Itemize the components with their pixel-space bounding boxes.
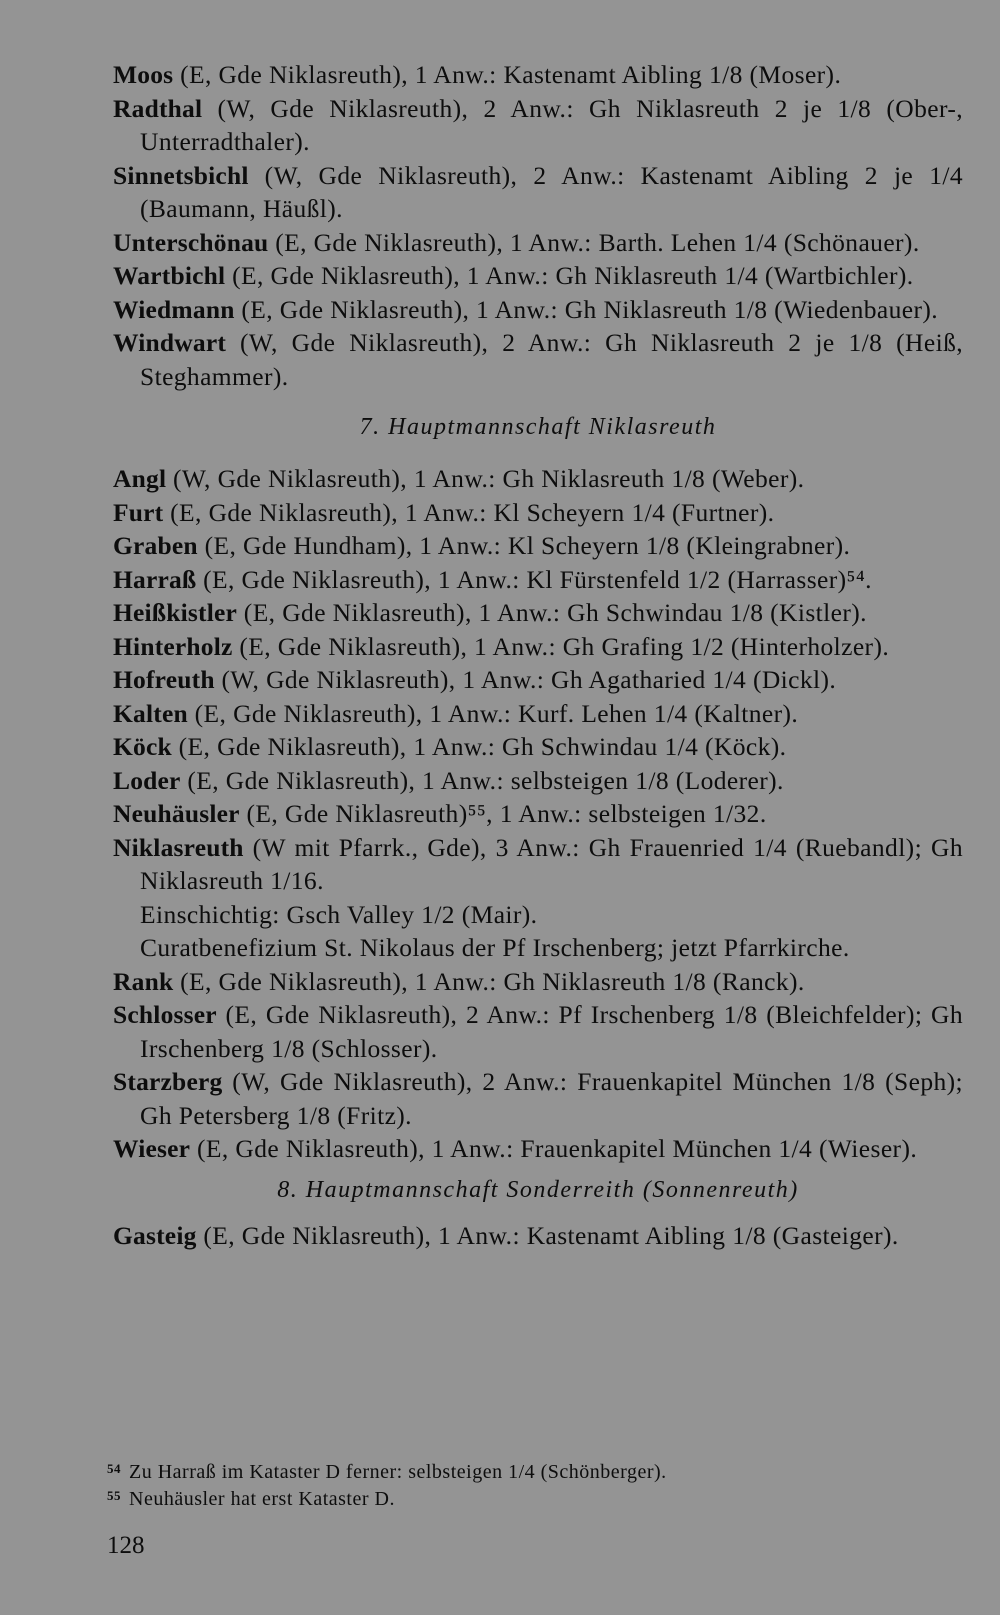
place-entry-note: Curatbenefizium St. Nikolaus der Pf Irschenberg; jetzt Pfarrkirche. (140, 933, 850, 962)
place-description: (E, Gde Niklasreuth), 1 Anw.: Kastenamt Aibling 1/8 (Moser). (173, 60, 842, 89)
place-entry (113, 630, 963, 664)
place-name: Graben (113, 531, 198, 560)
entries-section-7 (113, 462, 963, 1166)
footnote-number: 55 (107, 1488, 121, 1503)
place-entry (113, 663, 963, 697)
entries-block (113, 58, 963, 1252)
place-name: Köck (113, 732, 172, 761)
place-description: (E, Gde Hundham), 1 Anw.: Kl Scheyern 1/8 (Kleingrabner). (197, 531, 851, 560)
place-name: Niklasreuth (113, 832, 244, 862)
place-name: Radthal (113, 93, 203, 123)
place-description: (E, Gde Niklasreuth), 1 Anw.: Gh Niklasreuth 1/4 (Wartbichler). (225, 261, 914, 290)
section-heading-7: 7. Hauptmannschaft Niklasreuth (359, 414, 717, 440)
place-entry (113, 92, 963, 159)
place-name: Wiedmann (113, 294, 235, 324)
place-description: (E, Gde Niklasreuth), 1 Anw.: Frauenkapitel München 1/4 (Wieser). (190, 1134, 918, 1163)
footnote-55 (107, 1484, 927, 1511)
footnote-text: Zu Harraß im Kataster D ferner: selbsteigen 1/4 (Schönberger). (129, 1461, 667, 1483)
place-name: Harraß (113, 564, 197, 594)
place-name: Moos (113, 60, 174, 89)
place-entry (113, 58, 963, 92)
place-name: Hinterholz (113, 631, 233, 661)
place-entry (113, 159, 963, 226)
place-name: Starzberg (113, 1067, 223, 1096)
place-entry (113, 226, 963, 260)
place-description: (E, Gde Niklasreuth)⁵⁵, 1 Anw.: selbsteigen 1/32. (239, 799, 767, 828)
place-name: Schlosser (113, 1000, 217, 1029)
place-entry (113, 462, 963, 496)
entries-section-8 (113, 1219, 963, 1253)
place-entry (113, 965, 963, 999)
place-entry (113, 563, 963, 597)
place-description: (E, Gde Niklasreuth), 1 Anw.: Gh Niklasreuth 1/8 (Wiedenbauer). (234, 294, 939, 324)
place-name: Kalten (113, 698, 188, 728)
place-description: (W, Gde Niklasreuth), 2 Anw.: Gh Niklasreuth 2 je 1/8 (Ober-, Unterradthaler). (140, 93, 963, 156)
place-description: (W mit Pfarrk., Gde), 3 Anw.: Gh Frauenried 1/4 (Ruebandl); Gh Niklasreuth 1/16. (140, 832, 963, 895)
place-entry (113, 797, 963, 831)
place-description: (W, Gde Niklasreuth), 2 Anw.: Gh Niklasreuth 2 je 1/8 (Heiß, Steghammer). (140, 328, 963, 391)
place-name: Angl (113, 464, 167, 493)
place-description: (E, Gde Niklasreuth), 1 Anw.: Barth. Lehen 1/4 (Schönauer). (268, 227, 920, 257)
place-description: (E, Gde Niklasreuth), 1 Anw.: Kl Scheyern 1/4 (Furtner). (163, 497, 775, 527)
place-description: (E, Gde Niklasreuth), 1 Anw.: Kl Fürstenfeld 1/2 (Harrasser)⁵⁴. (196, 564, 872, 594)
place-entry-note: Einschichtig: Gsch Valley 1/2 (Mair). (140, 899, 538, 929)
place-name: Sinnetsbichl (113, 160, 249, 190)
place-description: (E, Gde Niklasreuth), 1 Anw.: Gh Niklasreuth 1/8 (Ranck). (173, 966, 805, 996)
footnote-number: 54 (107, 1461, 121, 1476)
page-number: 128 (107, 1532, 145, 1559)
place-name: Gasteig (113, 1220, 197, 1250)
place-description: (W, Gde Niklasreuth), 1 Anw.: Gh Agatharied 1/4 (Dickl). (214, 665, 837, 694)
place-entry (113, 764, 963, 798)
place-description: (W, Gde Niklasreuth), 2 Anw.: Frauenkapitel München 1/8 (Seph); Gh Petersberg 1/8 (Fritz). (140, 1067, 963, 1130)
place-description: (E, Gde Niklasreuth), 1 Anw.: Gh Grafing 1/2 (Hinterholzer). (232, 631, 890, 661)
place-description: (E, Gde Niklasreuth), 1 Anw.: Gh Schwindau 1/4 (Köck). (171, 732, 787, 761)
place-description: (E, Gde Niklasreuth), 1 Anw.: Kurf. Lehen 1/4 (Kaltner). (187, 698, 799, 728)
place-description: (E, Gde Niklasreuth), 2 Anw.: Pf Irschenberg 1/8 (Bleichfelder); Gh Irschenberg 1/8 (Schlosser). (140, 1000, 963, 1063)
place-description: (W, Gde Niklasreuth), 2 Anw.: Kastenamt Aibling 2 je 1/4 (Baumann, Häußl). (140, 160, 963, 223)
footnotes (107, 1457, 927, 1511)
place-description: (E, Gde Niklasreuth), 1 Anw.: Kastenamt Aibling 1/8 (Gasteiger). (196, 1220, 899, 1250)
place-name: Loder (113, 765, 181, 795)
place-entry (113, 259, 963, 293)
place-entry (113, 730, 963, 764)
place-entry (113, 1132, 963, 1166)
place-name: Windwart (113, 328, 227, 357)
place-name: Rank (113, 966, 174, 996)
entries-continued (113, 58, 963, 393)
place-name: Wieser (113, 1134, 191, 1163)
place-description: (E, Gde Niklasreuth), 1 Anw.: Gh Schwindau 1/8 (Kistler). (237, 598, 867, 627)
place-entry (113, 529, 963, 563)
place-name: Heißkistler (113, 598, 238, 627)
place-entry (113, 596, 963, 630)
place-entry (113, 1065, 963, 1132)
place-name: Hofreuth (113, 665, 215, 694)
place-entry (113, 697, 963, 731)
place-name: Unterschönau (113, 227, 269, 257)
place-entry (113, 1219, 963, 1253)
section-heading-8: 8. Hauptmannschaft Sonderreith (Sonnenreuth) (277, 1176, 799, 1203)
place-entry (113, 998, 963, 1065)
place-entry (113, 831, 963, 898)
place-entry (113, 293, 963, 327)
footnote-54 (107, 1457, 927, 1484)
place-description: (W, Gde Niklasreuth), 1 Anw.: Gh Niklasreuth 1/8 (Weber). (166, 464, 805, 493)
place-name: Furt (113, 497, 164, 527)
place-entry (113, 496, 963, 530)
footnote-text: Neuhäusler hat erst Kataster D. (129, 1488, 395, 1510)
place-name: Neuhäusler (113, 799, 240, 828)
place-entry (113, 326, 963, 393)
place-description: (E, Gde Niklasreuth), 1 Anw.: selbsteigen 1/8 (Loderer). (180, 765, 784, 795)
place-name: Wartbichl (113, 261, 226, 290)
